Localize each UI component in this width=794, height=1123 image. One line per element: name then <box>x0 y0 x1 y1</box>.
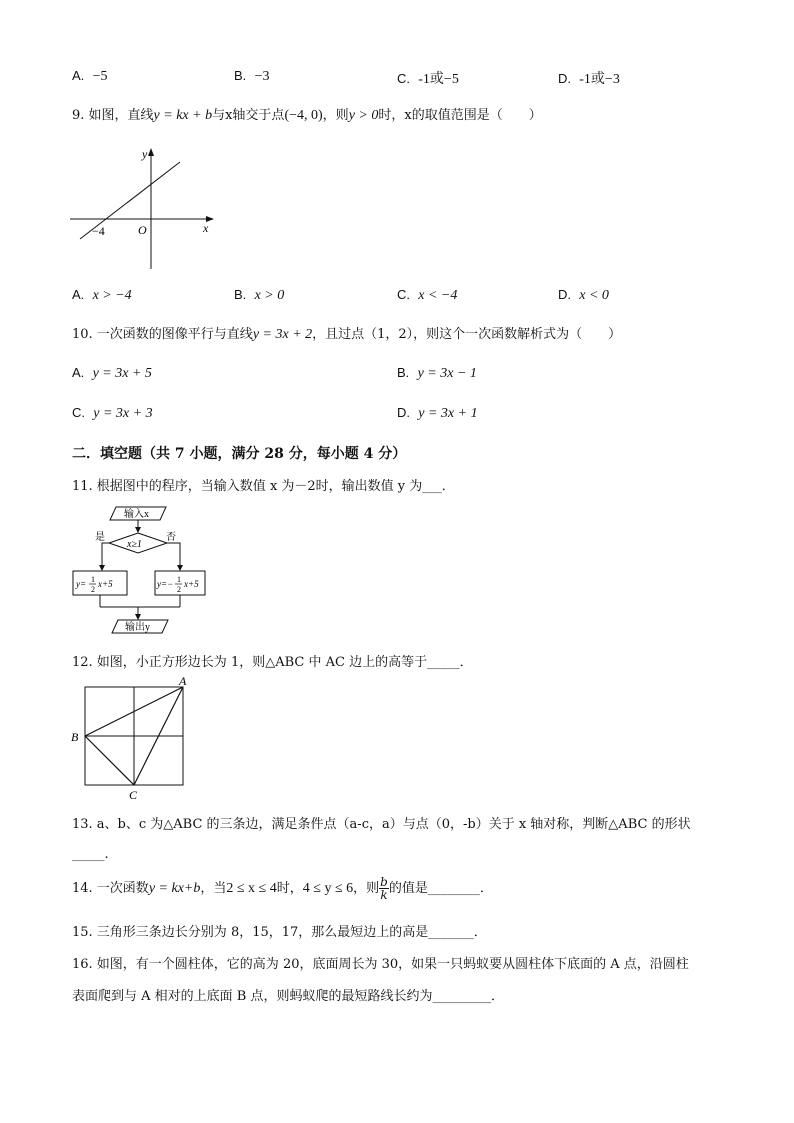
q14-stem: 14. 一次函数y = kx+b，当2 ≤ x ≤ 4时，4 ≤ y ≤ 6，则 $\frac{b}{k}$ 的值是________． <box>72 875 493 902</box>
q13-stem-line2: _____. <box>72 847 109 862</box>
q9-option-a: A. x > −4 <box>72 287 132 303</box>
x-axis-label: x <box>203 221 209 235</box>
q8-option-d: D. -1或−3 <box>558 71 620 87</box>
svg-text:x+5: x+5 <box>98 579 113 589</box>
q13-stem-line1: 13. a、b、c 为△ABC 的三条边，满足条件点（a-c，a）与点（0，-b）关于 x 轴对称，判断△ABC 的形状 <box>72 817 691 832</box>
vertex-c-label: C <box>129 788 138 802</box>
q11-flowchart <box>70 503 210 637</box>
svg-text:y=: y= <box>76 579 87 589</box>
q9-option-d: D. x < 0 <box>558 287 609 303</box>
q11-stem: 11. 根据图中的程序，当输入数值 x 为－2时，输出数值 y 为___． <box>72 479 455 494</box>
svg-text:1: 1 <box>177 575 181 584</box>
q10-option-d: D. y = 3x + 1 <box>397 405 478 421</box>
q10-option-c: C. y = 3x + 3 <box>72 405 153 421</box>
y-axis-label: y <box>142 147 148 161</box>
no-label: 否 <box>166 532 176 543</box>
q9-stem: 9. 如图，直线y = kx + b与x轴交于点(−4, 0)，则y > 0时，x的取值范围是（ ） <box>72 108 542 123</box>
condition-label: x≥1 <box>127 539 142 550</box>
q9-graph <box>68 144 218 272</box>
output-label: 输出y <box>125 622 150 633</box>
q12-stem: 12. 如图，小正方形边长为 1，则△ABC 中 AC 边上的高等于_____． <box>72 655 473 670</box>
q8-option-c: C. -1或−5 <box>397 71 459 87</box>
q9-option-c: C. x < −4 <box>397 287 458 303</box>
y-axis-arrow <box>148 148 154 156</box>
side-bc <box>85 736 134 785</box>
q16-stem-line1: 16. 如图，有一个圆柱体，它的高为 20，底面周长为 30，如果一只蚂蚁要从圆柱体下底面的 A 点，沿圆柱 <box>72 957 689 972</box>
svg-text:x+5: x+5 <box>184 579 199 589</box>
origin-label: O <box>138 223 147 237</box>
tick-label-minus-4: −4 <box>92 224 105 238</box>
q8-option-a: A. −5 <box>72 68 108 84</box>
q15-stem: 15. 三角形三条边长分别为 8，15，17，那么最短边上的高是_______． <box>72 925 487 940</box>
q16-stem-line2: 表面爬到与 A 相对的上底面 B 点，则蚂蚁爬的最短路线长约为_________． <box>72 989 504 1004</box>
q9-option-b: B. x > 0 <box>234 287 285 303</box>
svg-text:2: 2 <box>177 585 181 594</box>
svg-text:y=−: y=− <box>157 579 174 589</box>
svg-text:2: 2 <box>91 585 95 594</box>
input-label: 输入x <box>124 509 149 520</box>
vertex-a-label: A <box>179 674 187 688</box>
yes-label: 是 <box>95 532 105 543</box>
q10-option-a: A. y = 3x + 5 <box>72 365 152 381</box>
q8-option-b: B. −3 <box>234 68 270 84</box>
q10-stem: 10. 一次函数的图像平行与直线y = 3x + 2，且过点（1，2），则这个一次函数解析式为（ ） <box>72 327 622 342</box>
b-over-k-fraction: $\frac{b}{k}$ <box>380 875 388 902</box>
section-title-fill-in: 二．填空题（共 7 小题，满分 28 分，每小题 4 分） <box>72 446 407 462</box>
q10-option-b: B. y = 3x − 1 <box>397 365 477 381</box>
vertex-b-label: B <box>71 730 79 744</box>
q12-grid-figure <box>68 674 198 804</box>
svg-text:1: 1 <box>91 575 95 584</box>
